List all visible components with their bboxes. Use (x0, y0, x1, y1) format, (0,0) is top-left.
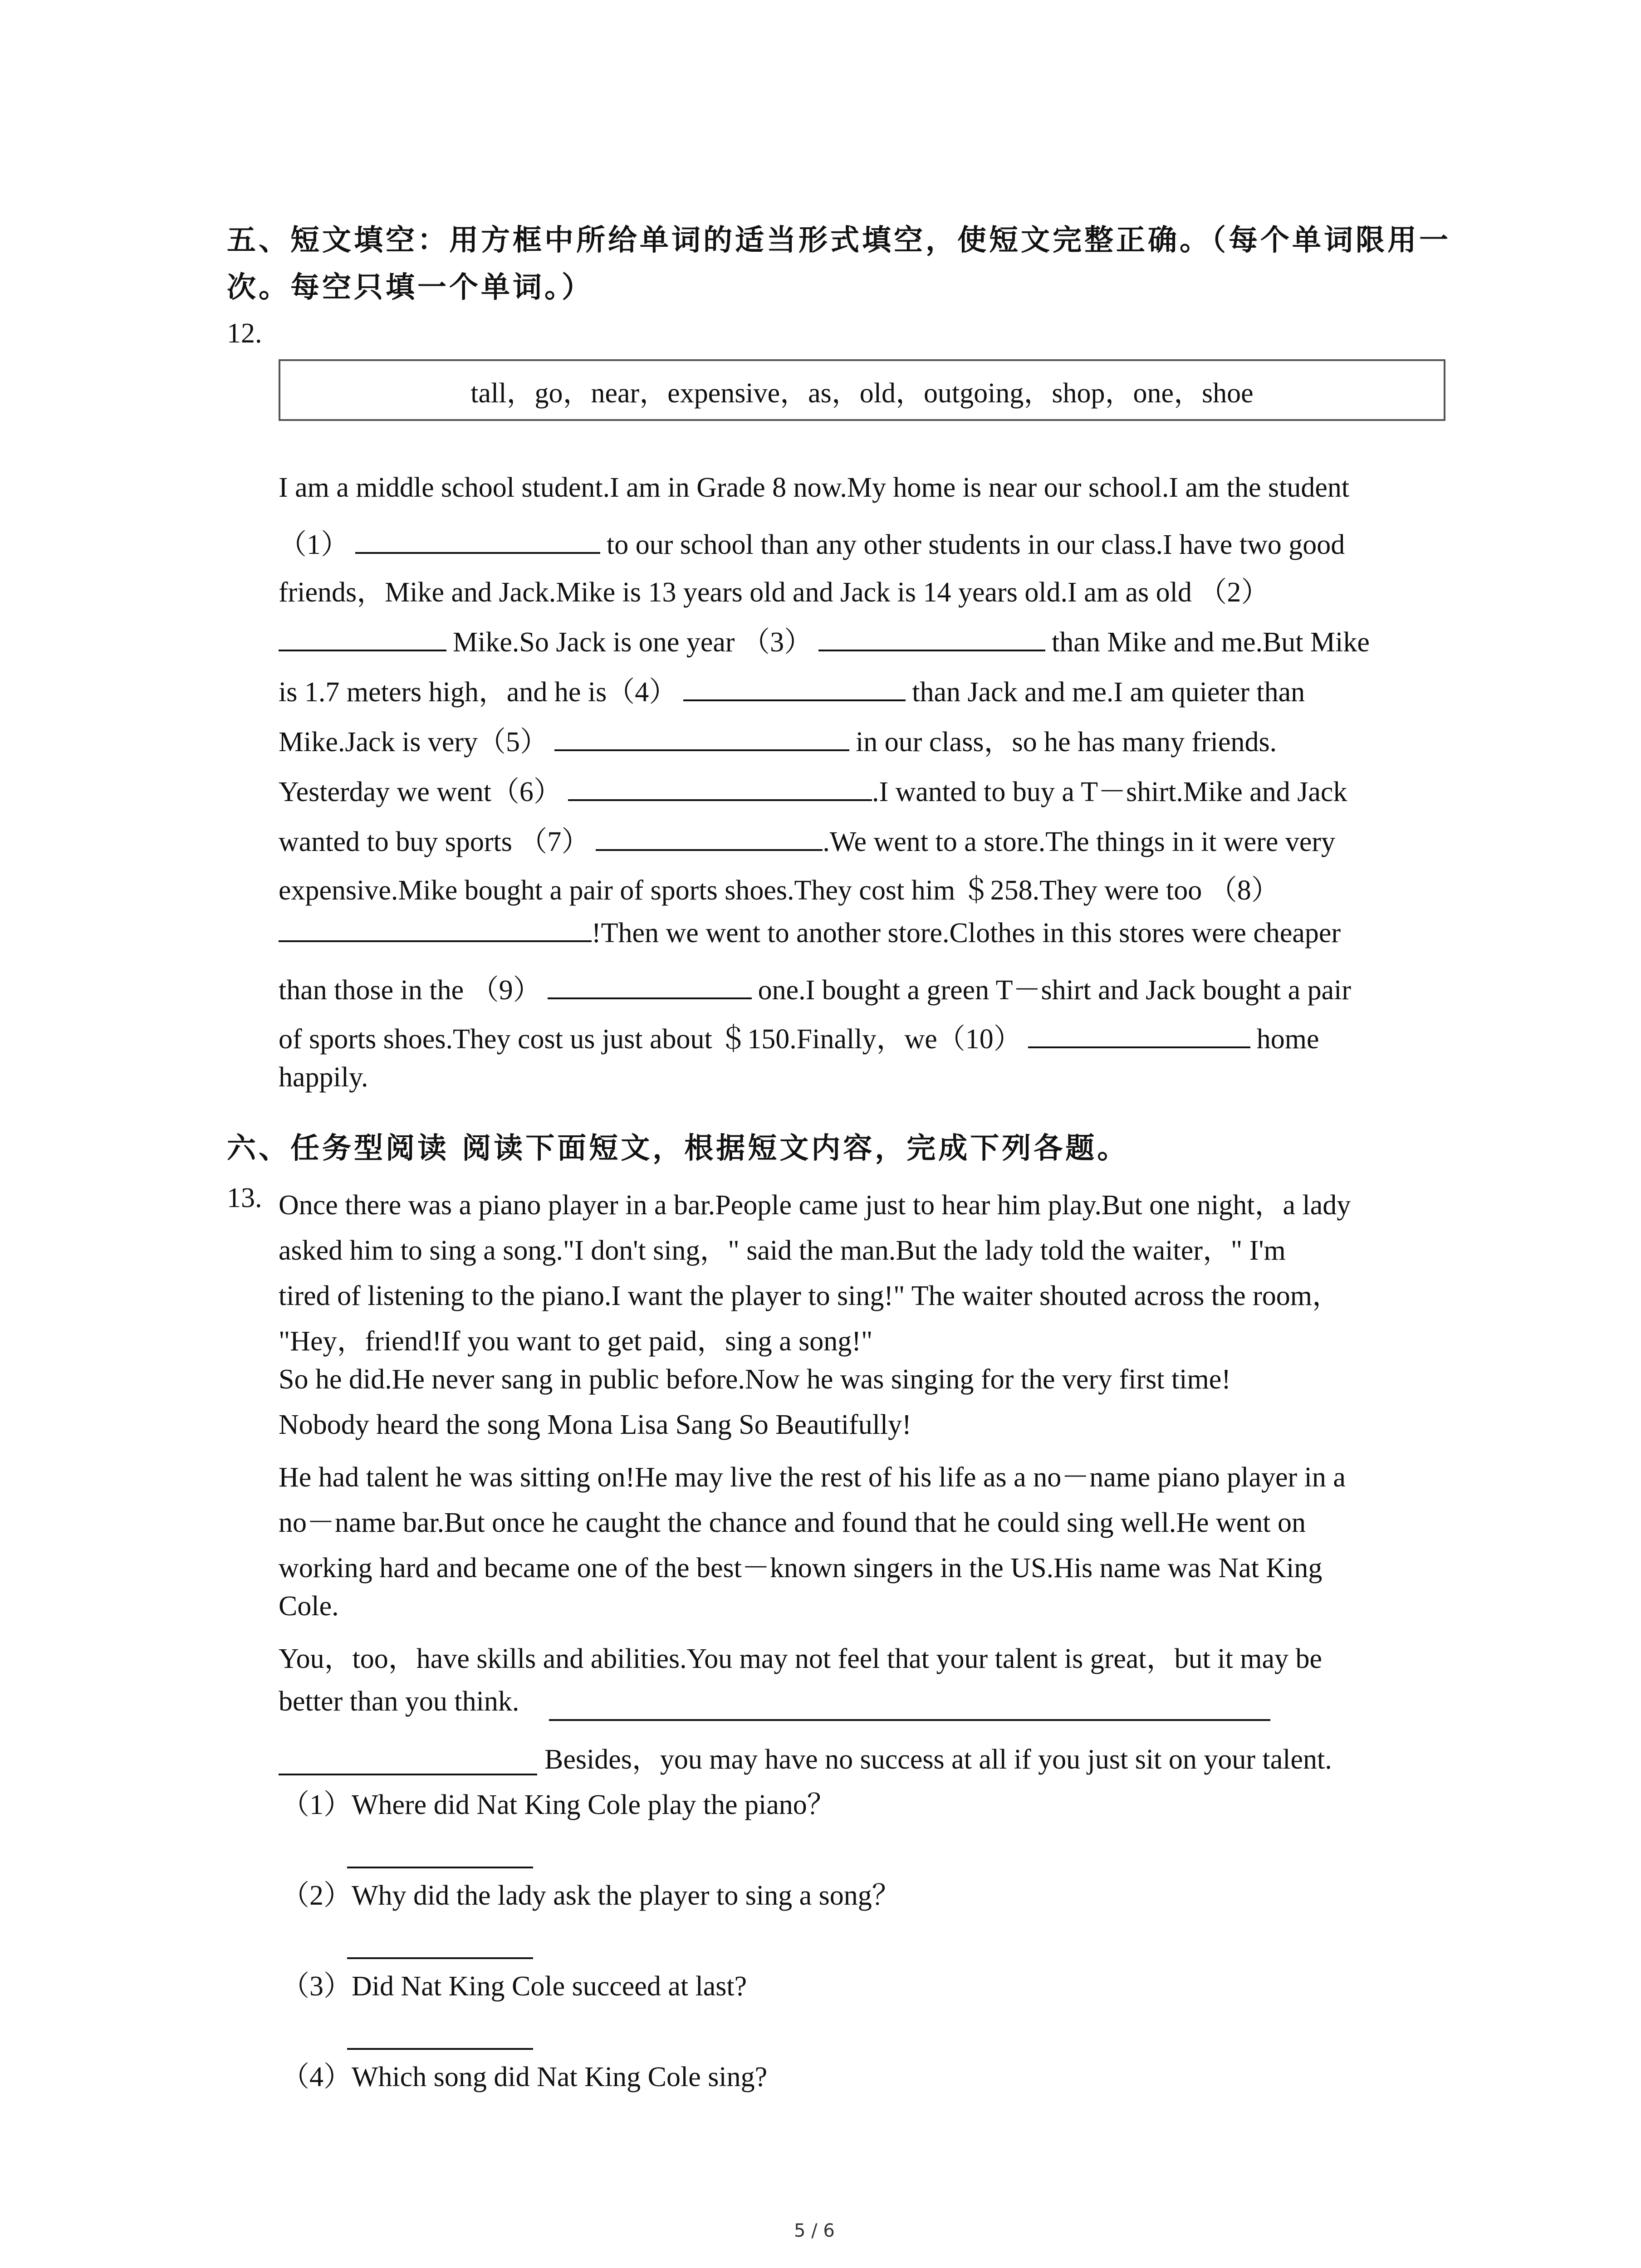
section5-heading-line1: 五、短文填空：用方框中所给单词的适当形式填空，使短文完整正确。（每个单词限用一 (227, 224, 1451, 257)
sub-question-3: （3）Did Nat King Cole succeed at last? (281, 1971, 747, 2002)
blank-1[interactable] (355, 529, 600, 554)
blank-3[interactable] (818, 627, 1045, 651)
passage-line: He had talent he was sitting on!He may live the rest of his life as a no－name piano player in a (279, 1462, 1346, 1493)
blank-10[interactable] (1028, 1024, 1250, 1048)
passage-line: than those in the （9） one.I bought a green T－shirt and Jack bought a pair (279, 975, 1351, 1006)
passage-line: happily. (279, 1062, 368, 1093)
passage-line: I am a middle school student.I am in Grade 8 now.My home is near our school.I am the student (279, 472, 1350, 503)
blank-7[interactable] (596, 826, 823, 851)
answer-line-main-cont[interactable] (279, 1774, 537, 1775)
answer-line-2[interactable] (347, 1957, 533, 1959)
passage-line: Mike.So Jack is one year （3） than Mike and me.But Mike (279, 619, 1370, 660)
blank-4[interactable] (683, 677, 906, 701)
word-box (279, 359, 1445, 421)
passage-line: of sports shoes.They cost us just about ＄150.Finally，we（10） home (279, 1024, 1319, 1055)
passage-line: !Then we went to another store.Clothes in this stores were cheaper (279, 917, 1341, 949)
passage-line: So he did.He never sang in public before.Now he was singing for the very first time! (279, 1364, 1231, 1395)
passage-line: Nobody heard the song Mona Lisa Sang So Beautifully! (279, 1409, 911, 1440)
passage-line: no－name bar.But once he caught the chance and found that he could sing well.He went on (279, 1507, 1306, 1538)
question-12-number: 12. (227, 318, 262, 349)
passage-line: better than you think. (279, 1686, 519, 1717)
question-13-number: 13. (227, 1183, 262, 1213)
section5-heading-line2: 次。每空只填一个单词。） (227, 271, 593, 304)
passage-line: Yesterday we went（6） .I wanted to buy a T－shirt.Mike and Jack (279, 777, 1347, 807)
passage-line: "Hey，friend!If you want to get paid，sing a song!" (279, 1326, 873, 1357)
blank-6[interactable] (568, 777, 872, 801)
blank-5[interactable] (554, 727, 849, 751)
passage-line: Besides，you may have no success at all if you just sit on your talent. (544, 1744, 1332, 1775)
answer-line-main[interactable] (549, 1719, 1270, 1721)
blank-2[interactable] (279, 627, 446, 651)
passage-line: Cole. (279, 1591, 339, 1622)
word-box-text: tall，go，near，expensive，as，old，outgoing，shop，one，shoe (470, 377, 1254, 409)
passage-line: friends，Mike and Jack.Mike is 13 years old and Jack is 14 years old.I am as old （2） (279, 577, 1269, 608)
passage-line: asked him to sing a song."I don't sing，" said the man.But the lady told the waiter，" I'm (279, 1235, 1286, 1266)
passage-line: expensive.Mike bought a pair of sports shoes.They cost him ＄258.They were too （8） (279, 875, 1279, 906)
sub-question-2: （2）Why did the lady ask the player to sing a song？ (281, 1880, 900, 1911)
passage-line: Mike.Jack is very（5） in our class，so he has many friends. (279, 727, 1277, 758)
answer-line-1[interactable] (347, 1867, 533, 1868)
page-number: 5 / 6 (794, 2220, 835, 2241)
blank-9[interactable] (548, 975, 752, 999)
sub-question-1: （1）Where did Nat King Cole play the piano？ (281, 1789, 835, 1820)
passage-line: tired of listening to the piano.I want the player to sing!" The waiter shouted across the room， (279, 1281, 1340, 1311)
sub-question-4: （4）Which song did Nat King Cole sing? (281, 2062, 768, 2092)
passage-line: is 1.7 meters high，and he is（4） than Jack and me.I am quieter than (279, 677, 1305, 708)
passage-line: Once there was a piano player in a bar.People came just to hear him play.But one night，a lady (279, 1190, 1351, 1221)
section6-heading: 六、任务型阅读 阅读下面短文，根据短文内容，完成下列各题。 (227, 1132, 1129, 1165)
passage-line: working hard and became one of the best－known singers in the US.His name was Nat King (279, 1553, 1323, 1584)
passage-line: wanted to buy sports （7） .We went to a store.The things in it were very (279, 826, 1336, 857)
passage-line: （1） to our school than any other students in our class.I have two good (279, 529, 1345, 560)
passage-line: You，too，have skills and abilities.You may not feel that your talent is great，but it may be (279, 1643, 1323, 1674)
blank-8[interactable] (279, 918, 592, 942)
answer-line-3[interactable] (347, 2048, 533, 2050)
